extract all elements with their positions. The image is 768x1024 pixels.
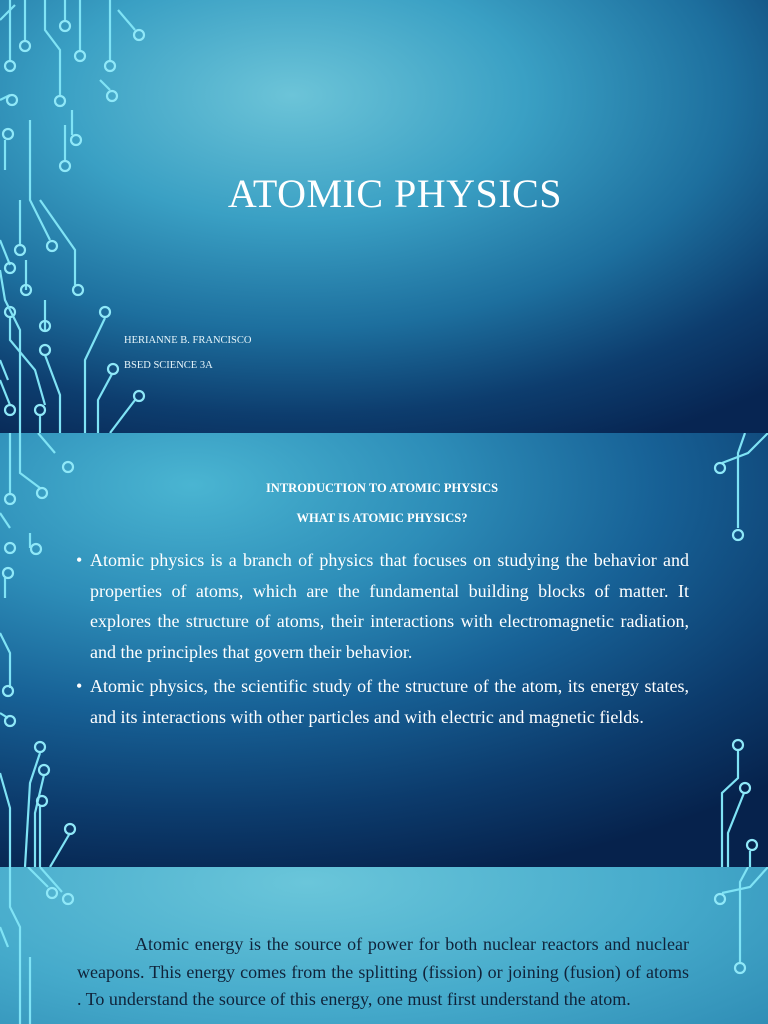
section-heading: INTRODUCTION TO ATOMIC PHYSICS	[265, 481, 499, 495]
section-subheading: WHAT IS ATOMIC PHYSICS?	[296, 511, 468, 525]
list-item: • Atomic physics is a branch of physics that focuses on studying the behavior and properties of atoms, which are the fundamental building blocks of matter. It explores the structure of atoms, their interactions with electromagnetic radiation, and the principles that govern their behavior.	[76, 545, 689, 667]
bullet-icon: •	[76, 676, 83, 696]
circuit-decoration-right	[700, 867, 768, 1024]
introduction-slide	[0, 433, 768, 867]
bullet-icon: •	[76, 550, 83, 570]
bullet-list	[76, 545, 689, 736]
author-name: HERIANNE B. FRANCISCO	[124, 335, 252, 346]
slide-title: ATOMIC PHYSICS	[227, 171, 563, 216]
circuit-decoration-left	[0, 867, 80, 1024]
class-section: BSED SCIENCE 3A	[124, 360, 213, 371]
list-item: • Atomic physics, the scientific study of the structure of the atom, its energy states, and its interactions with other particles and with electric and magnetic fields.	[76, 671, 689, 732]
circuit-decoration-right	[700, 433, 768, 867]
paragraph: Atomic energy is the source of power for both nuclear reactors and nuclear weapons. This energy comes from the splitting (fission) or joining (fusion) of atoms . To understand the source of this energy, one must first understand the atom.	[77, 934, 689, 1009]
content-slide	[0, 867, 768, 1024]
title-slide	[0, 0, 768, 433]
